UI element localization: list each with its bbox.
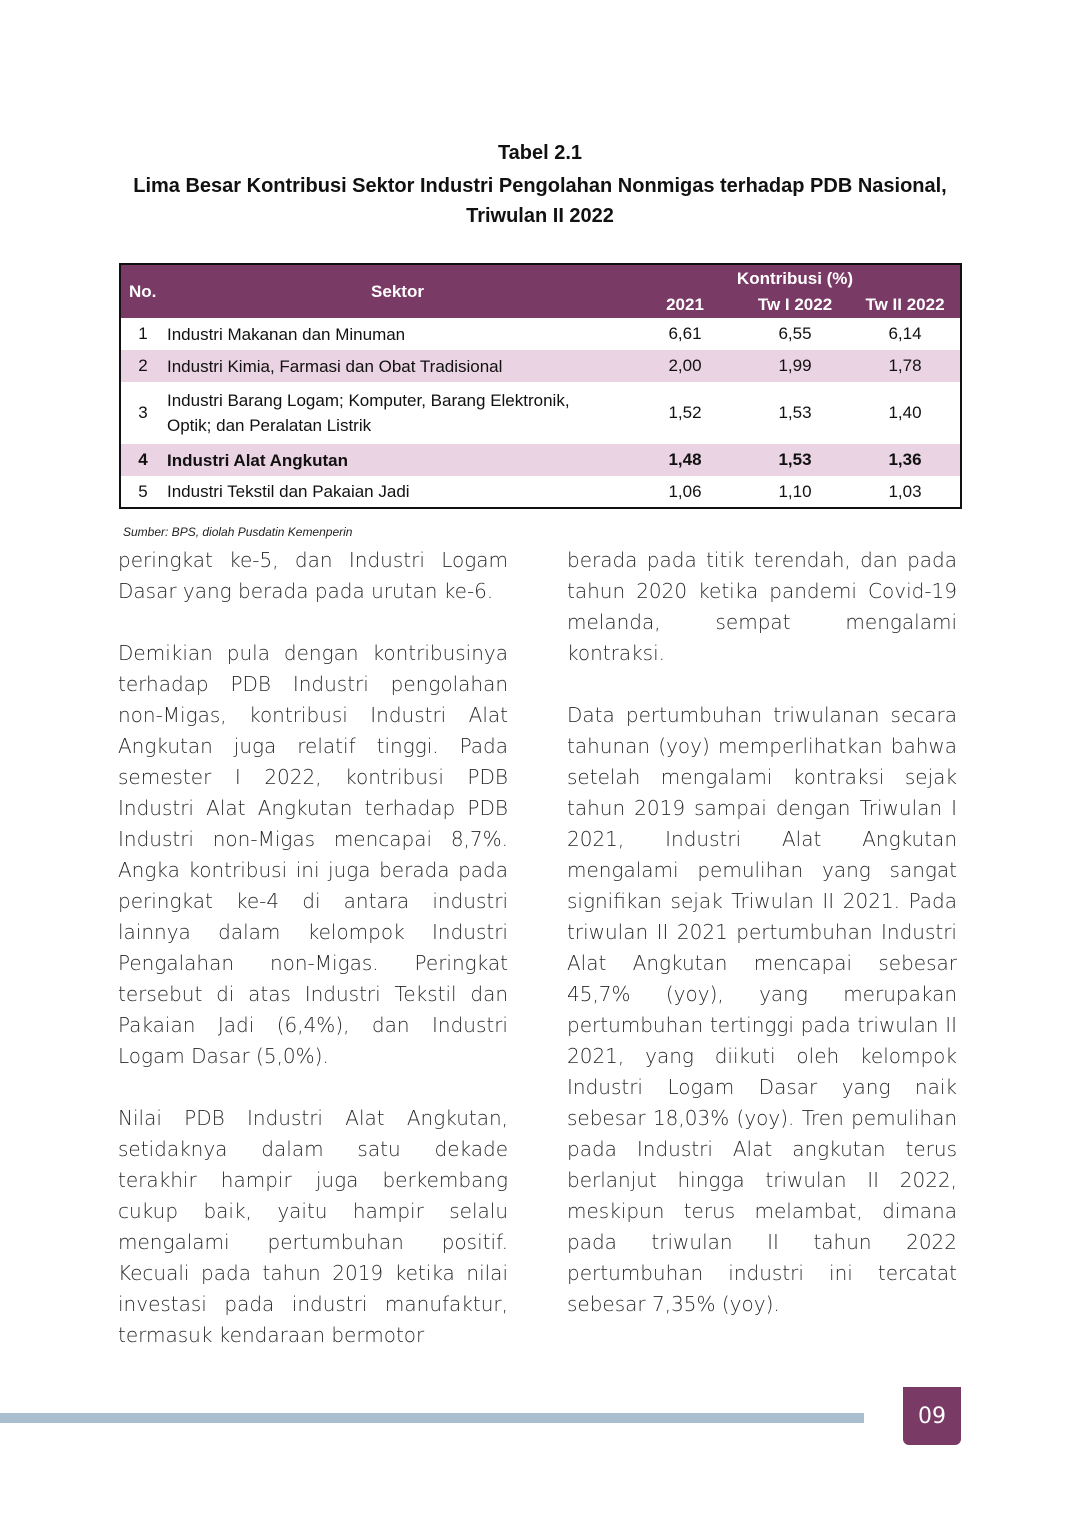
row-value-tw2: 1,03 [888,481,922,501]
row-value-2021: 1,06 [668,481,702,501]
row-number: 5 [138,481,148,501]
table-title-line2: Triwulan II 2022 [466,205,614,227]
row-sector: Industri Kimia, Farmasi dan Obat Tradisional [165,350,630,382]
table-source: Sumber: BPS, diolah Pusdatin Kemenperin [123,525,353,539]
row-value-tw1: 6,55 [778,324,812,343]
row-value-tw2: 6,14 [888,324,922,343]
row-sector: Industri Makanan dan Minuman [167,324,406,344]
row-number: 1 [138,324,148,343]
table-row [120,382,961,444]
row-number: 3 [138,403,148,422]
row-value-2021: 1,48 [630,444,740,476]
row-value-tw1: 1,53 [778,403,812,422]
paragraph: Demikian pula dengan kontribusinya terhadap PDB Industri pengolahan non-Migas, kontribusi Industri Alat Angkutan juga relatif tinggi. Pada semester I 2022, kontribusi PDB Industri Alat Angkutan terhadap PDB Industri non-Migas mencapai 8,7%. Angka kontribusi ini juga berada pada peringkat ke-4 di antara industri lainnya dalam kelompok Industri Pengalahan non-Migas. Peringkat tersebut di atas Industri Tekstil dan Pakaian Jadi (6,4%), dan Industri Logam Dasar (5,0%). [118,641,508,1068]
row-sector [165,382,630,444]
row-value-tw1: 1,10 [778,481,812,501]
page-number: 09 [903,1387,961,1445]
row-value-tw1: 1,53 [740,444,850,476]
row-sector: Industri Alat Angkutan [165,444,630,476]
row-value-2021: 6,61 [668,324,702,343]
table-row-highlight [120,444,961,476]
header-sector: Sektor [165,264,630,318]
row-sector-line1: Industri Barang Logam; Komputer, Barang Elektronik, [167,391,570,410]
row-value-tw2: 1,40 [888,403,922,422]
body-column-left [118,545,508,1382]
table-title-line1: Lima Besar Kontribusi Sektor Industri Pengolahan Nonmigas terhadap PDB Nasional, [133,175,947,197]
contribution-table [119,263,962,509]
row-value-tw2: 1,36 [850,444,961,476]
table-row [120,318,961,350]
paragraph: berada pada titik terendah, dan pada tahun 2020 ketika pandemi Covid-19 melanda, sempat mengalami kontraksi. [567,548,957,665]
row-sector-line2: Optik; dan Peralatan Listrik [167,416,372,435]
row-value-2021: 1,52 [668,403,702,422]
table-row [120,350,961,382]
paragraph: Data pertumbuhan triwulanan secara tahunan (yoy) memperlihatkan bahwa setelah mengalami kontraksi sejak tahun 2019 sampai dengan Triwulan I 2021, Industri Alat Angkutan mengalami pemulihan yang sangat signifikan sejak Triwulan II 2021. Pada triwulan II 2021 pertumbuhan Industri Alat Angkutan mencapai sebesar 45,7% (yoy), yang merupakan pertumbuhan tertinggi pada triwulan II 2021, yang diikuti oleh kelompok Industri Logam Dasar yang naik sebesar 18,03% (yoy). Tren pemulihan pada Industri Alat angkutan terus berlanjut hingga triwulan II 2022, meskipun terus melambat, dimana pada triwulan II tahun 2022 pertumbuhan industri ini tercatat sebesar 7,35% (yoy). [567,703,957,1316]
header-tw2-2022: Tw II 2022 [850,292,961,318]
row-value-tw1: 1,99 [740,350,850,382]
footer-bar [0,1413,864,1423]
header-2021: 2021 [630,292,740,318]
header-tw1-2022: Tw I 2022 [740,292,850,318]
row-value-tw2: 1,78 [850,350,961,382]
paragraph: peringkat ke-5, dan Industri Logam Dasar yang berada pada urutan ke-6. [118,548,508,603]
row-number: 2 [120,350,165,382]
table-number: Tabel 2.1 [497,142,583,164]
row-sector: Industri Tekstil dan Pakaian Jadi [167,482,410,501]
row-number: 4 [120,444,165,476]
body-column-right [567,545,957,1351]
header-contribution: Kontribusi (%) [630,264,961,292]
paragraph: Nilai PDB Industri Alat Angkutan, setidaknya dalam satu dekade terakhir hampir juga berkembang cukup baik, yaitu hampir selalu mengalami pertumbuhan positif. Kecuali pada tahun 2019 ketika nilai investasi pada industri manufaktur, termasuk kendaraan bermotor [118,1106,508,1347]
row-value-2021: 2,00 [630,350,740,382]
header-no: No. [120,264,165,318]
table-row [120,476,961,508]
